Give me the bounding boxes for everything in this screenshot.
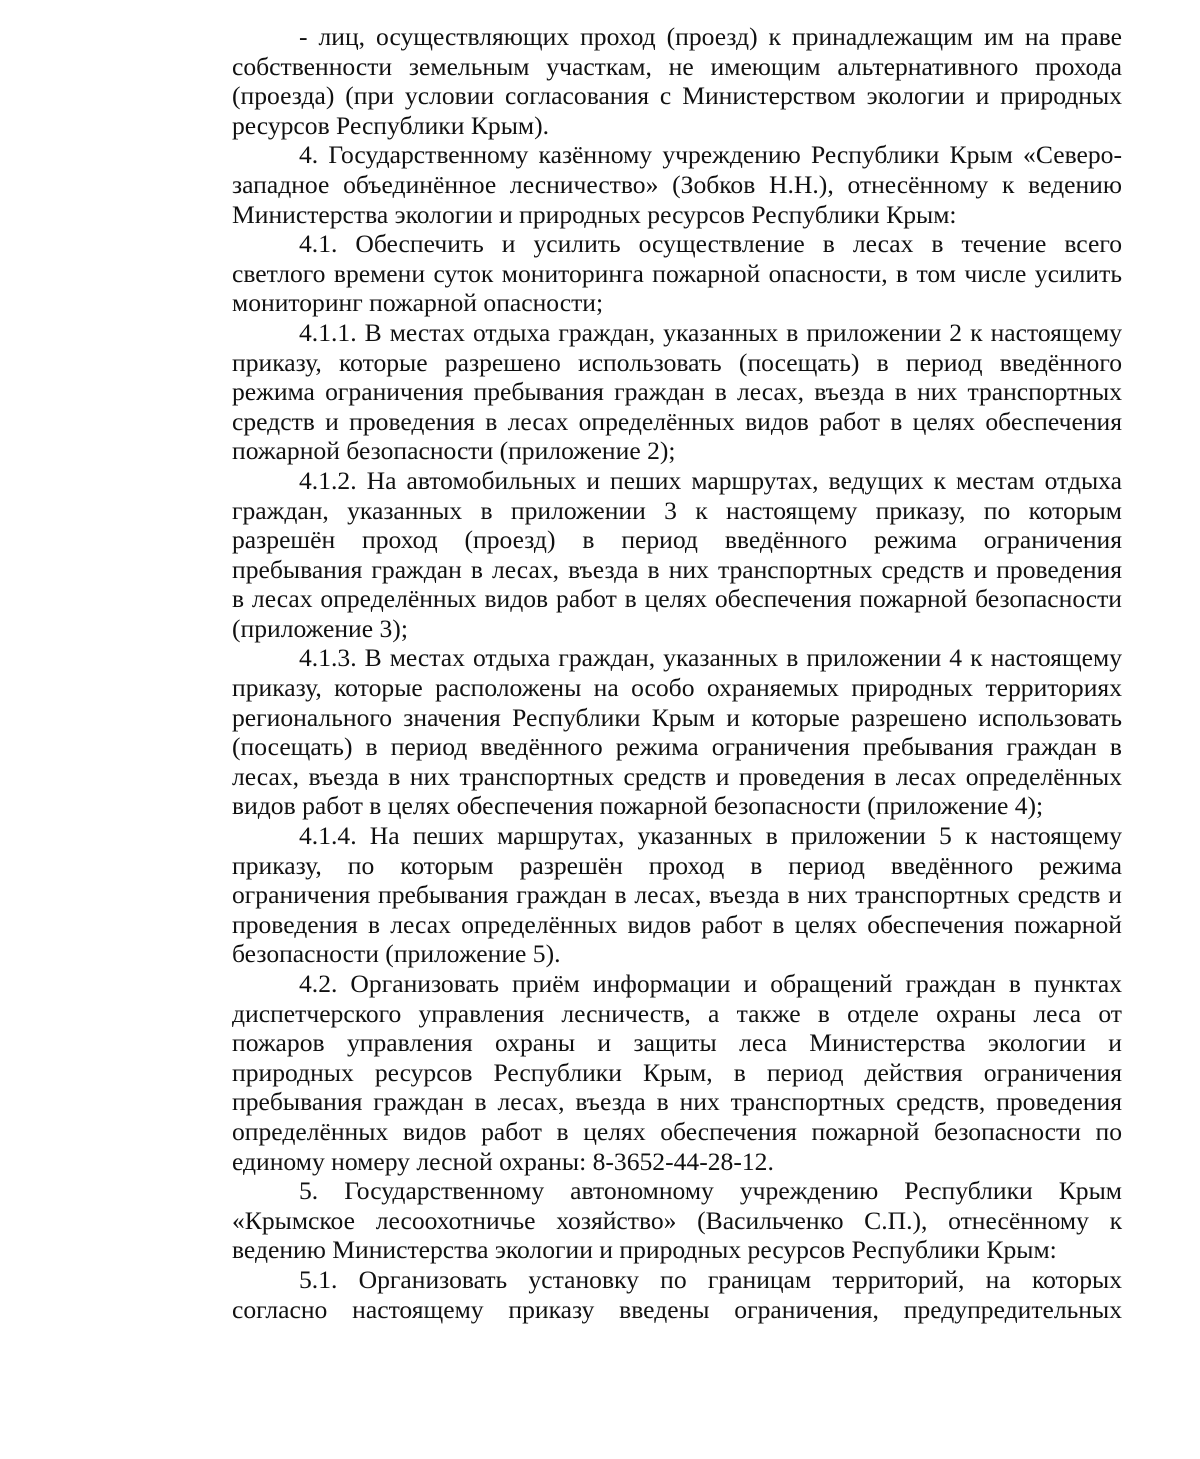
paragraph-4-2	[232, 969, 1122, 1176]
document-body	[232, 22, 1122, 1324]
text-line: пожаров управления охраны и защиты леса Министерства экологии и	[232, 1028, 1122, 1058]
text-line: в лесах определённых видов работ в целях обеспечения пожарной безопасности	[232, 584, 1122, 614]
paragraph-4-1-3	[232, 643, 1122, 821]
text-line: видов работ в целях обеспечения пожарной безопасности (приложение 4);	[232, 791, 1044, 821]
text-line: ресурсов Республики Крым).	[232, 110, 550, 140]
text-line: пребывания граждан в лесах, въезда в них транспортных средств и проведения	[232, 554, 1122, 584]
text-line: 5. Государственному автономному учреждению Республики Крым	[299, 1176, 1122, 1206]
text-line: пожарной безопасности (приложение 2);	[232, 436, 676, 466]
text-line: ведению Министерства экологии и природных ресурсов Республики Крым:	[232, 1235, 1057, 1265]
text-line: приказу, которые разрешено использовать (посещать) в период введённого	[232, 347, 1122, 377]
text-line: 4.1.2. На автомобильных и пеших маршрутах, ведущих к местам отдыха	[299, 465, 1122, 495]
text-line: диспетчерского управления лесничеств, а также в отделе охраны леса от	[232, 998, 1122, 1028]
paragraph-4-1-2	[232, 466, 1122, 644]
text-line: разрешён проход (проезд) в период введённого режима ограничения	[232, 525, 1122, 555]
paragraph-4-1-1	[232, 318, 1122, 466]
text-line: «Крымское лесоохотничье хозяйство» (Васильченко С.П.), отнесённому к	[232, 1205, 1122, 1235]
paragraph-4-1-4	[232, 821, 1122, 969]
text-line: западное объединённое лесничество» (Зобков Н.Н.), отнесённому к ведению	[232, 169, 1122, 199]
text-line: проведения в лесах определённых видов работ в целях обеспечения пожарной	[232, 909, 1122, 939]
paragraph-4	[232, 140, 1122, 229]
text-line: единому номеру лесной охраны: 8-3652-44-28-12.	[232, 1146, 774, 1176]
text-line: 4. Государственному казённому учреждению Республики Крым «Северо-	[299, 140, 1122, 170]
text-line: 5.1. Организовать установку по границам территорий, на которых	[299, 1264, 1122, 1294]
text-line: граждан, указанных в приложении 3 к настоящему приказу, по которым	[232, 495, 1122, 525]
text-line: мониторинг пожарной опасности;	[232, 288, 604, 318]
text-line: согласно настоящему приказу введены ограничения, предупредительных	[232, 1294, 1122, 1324]
text-line: 4.2. Организовать приём информации и обращений граждан в пунктах	[299, 969, 1122, 998]
text-line: (приложение 3);	[232, 613, 408, 643]
text-line: безопасности (приложение 5).	[232, 939, 561, 969]
paragraph-5	[232, 1176, 1122, 1265]
text-line: 4.1.1. В местах отдыха граждан, указанных в приложении 2 к настоящему	[299, 317, 1122, 347]
text-line: лесах, въезда в них транспортных средств и проведения в лесах определённых	[232, 761, 1122, 791]
text-line: режима ограничения пребывания граждан в лесах, въезда в них транспортных	[232, 377, 1122, 407]
text-line: пребывания граждан в лесах, въезда в них транспортных средств, проведения	[232, 1087, 1122, 1117]
paragraph-5-1	[232, 1265, 1122, 1324]
paragraph-intro	[232, 22, 1122, 140]
text-line: 4.1.4. На пеших маршрутах, указанных в приложении 5 к настоящему	[299, 821, 1122, 851]
paragraph-4-1	[232, 229, 1122, 318]
text-line: приказу, которые расположены на особо охраняемых природных территориях	[232, 673, 1122, 703]
text-line: ограничения пребывания граждан в лесах, въезда в них транспортных средств и	[232, 880, 1122, 910]
text-line: собственности земельным участкам, не имеющим альтернативного прохода	[232, 51, 1122, 81]
text-line: светлого времени суток мониторинга пожарной опасности, в том числе усилить	[232, 258, 1122, 288]
text-line: (посещать) в период введённого режима ограничения пребывания граждан в	[232, 732, 1122, 762]
text-line: средств и проведения в лесах определённых видов работ в целях обеспечения	[232, 406, 1122, 436]
text-line: определённых видов работ в целях обеспечения пожарной безопасности по	[232, 1116, 1122, 1146]
text-line: природных ресурсов Республики Крым, в период действия ограничения	[232, 1057, 1122, 1087]
text-line: 4.1.3. В местах отдыха граждан, указанных в приложении 4 к настоящему	[299, 643, 1122, 673]
text-line: приказу, по которым разрешён проход в период введённого режима	[232, 850, 1122, 880]
text-line: 4.1. Обеспечить и усилить осуществление в лесах в течение всего	[299, 229, 1122, 259]
text-line: (проезда) (при условии согласования с Министерством экологии и природных	[232, 81, 1122, 111]
text-line: регионального значения Республики Крым и которые разрешено использовать	[232, 702, 1122, 732]
text-line: Министерства экологии и природных ресурсов Республики Крым:	[232, 199, 957, 229]
text-line: - лиц, осуществляющих проход (проезд) к принадлежащим им на праве	[299, 22, 1122, 51]
